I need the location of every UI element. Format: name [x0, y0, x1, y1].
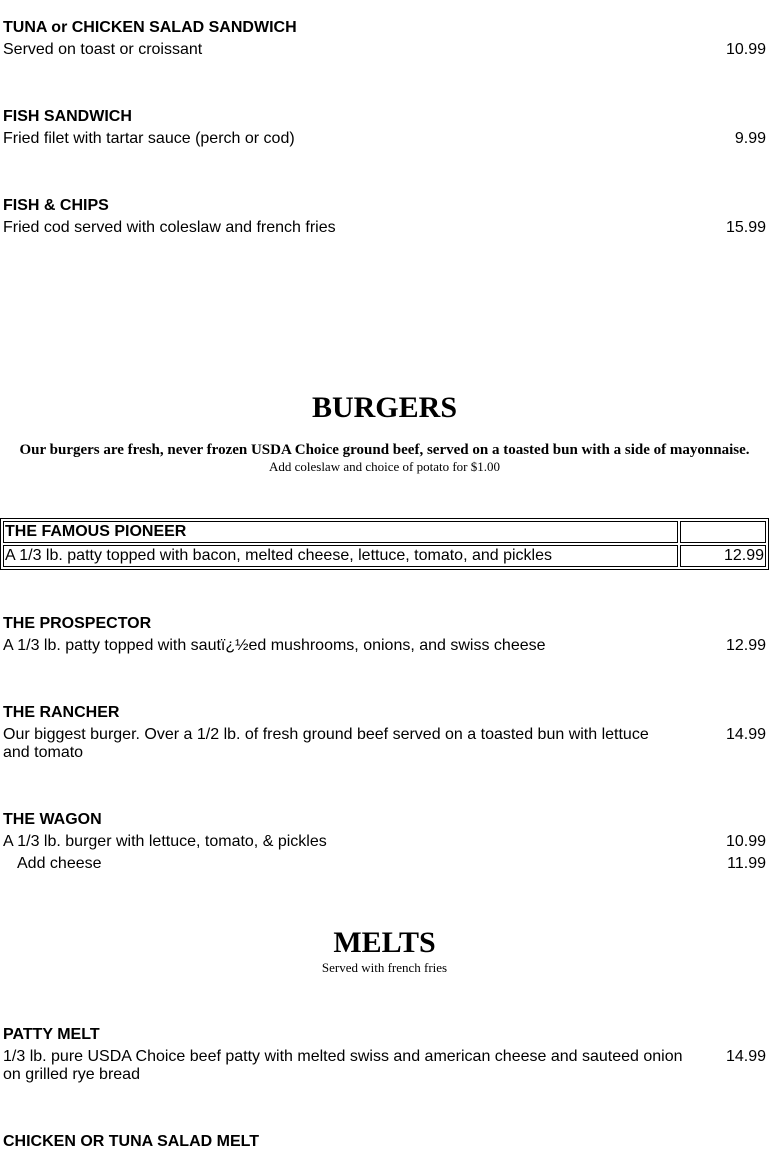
item-description: Fried cod served with coleslaw and french fries — [3, 219, 336, 236]
item-price: 15.99 — [725, 219, 766, 236]
item-description: A 1/3 lb. patty topped with sautï¿½ed mushrooms, onions, and swiss cheese — [3, 637, 546, 654]
menu-item-chicken-or-tuna-salad-melt — [3, 1133, 766, 1155]
menu-item-the-rancher — [3, 704, 766, 762]
addon-description: Add cheese — [17, 855, 102, 872]
item-description: Our biggest burger. Over a 1/2 lb. of fresh ground beef served on a toasted bun with lettuce and tomato — [3, 726, 649, 761]
featured-item-price: 12.99 — [680, 545, 766, 567]
item-description: Served on toast or croissant — [3, 41, 203, 58]
item-description: A 1/3 lb. burger with lettuce, tomato, & pickles — [3, 833, 327, 850]
section-title-melts: MELTS — [333, 926, 436, 959]
item-description: 1/3 lb. pure USDA Choice beef patty with melted swiss and american cheese and sauteed onion on grilled rye bread — [3, 1048, 683, 1083]
item-price: 12.99 — [725, 637, 766, 654]
item-name: THE RANCHER — [3, 704, 120, 721]
item-name: PATTY MELT — [3, 1026, 100, 1043]
item-name: THE WAGON — [3, 811, 102, 828]
menu-item-patty-melt — [3, 1026, 766, 1084]
item-name: THE PROSPECTOR — [3, 615, 152, 632]
featured-item-price-empty — [680, 521, 766, 543]
featured-item-description: A 1/3 lb. patty topped with bacon, melted cheese, lettuce, tomato, and pickles — [3, 545, 678, 567]
featured-item-name: THE FAMOUS PIONEER — [3, 521, 678, 543]
item-price: 14.99 — [725, 726, 766, 743]
item-price: 14.99 — [725, 1048, 766, 1065]
item-price: 10.99 — [725, 41, 766, 58]
menu-item-fish-and-chips — [3, 197, 766, 237]
item-name: CHICKEN OR TUNA SALAD MELT — [3, 1133, 259, 1150]
menu-item-the-wagon — [3, 811, 766, 873]
featured-item-table — [0, 518, 769, 570]
section-title-burgers: BURGERS — [311, 391, 458, 424]
item-price: 10.99 — [725, 833, 766, 850]
item-name: FISH SANDWICH — [3, 108, 132, 125]
item-name: FISH & CHIPS — [3, 197, 109, 214]
menu-item-tuna-chicken-salad-sandwich — [3, 19, 766, 59]
item-description: Fried filet with tartar sauce (perch or cod) — [3, 130, 295, 147]
burgers-note-bold: Our burgers are fresh, never frozen USDA Choice ground beef, served on a toasted bun with a side of mayonnaise. — [19, 442, 750, 458]
menu-item-fish-sandwich — [3, 108, 766, 148]
item-name: TUNA or CHICKEN SALAD SANDWICH — [3, 19, 297, 36]
addon-price: 11.99 — [727, 855, 766, 872]
melts-note: Served with french fries — [321, 960, 448, 975]
menu-item-the-prospector — [3, 615, 766, 655]
burgers-note: Add coleslaw and choice of potato for $1.00 — [268, 459, 501, 474]
item-price: 9.99 — [734, 130, 766, 147]
